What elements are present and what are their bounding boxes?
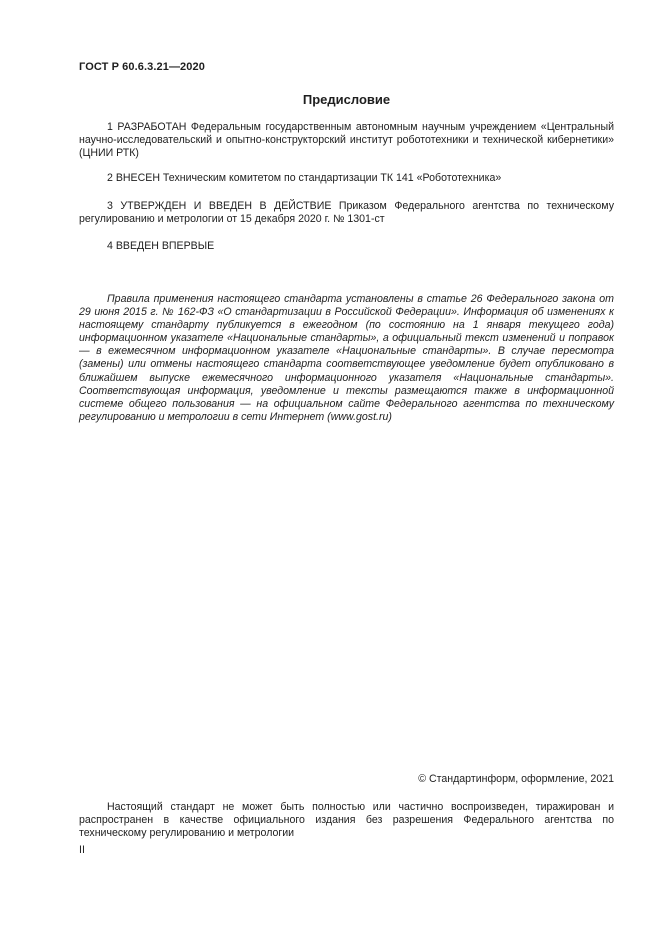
section-developed: 1 РАЗРАБОТАН Федеральным государственным автономным научным учреждением «Центральный научно-исследовательский и опытно-конструкторский институт робототехники и технической кибернетики» (ЦНИИ РТК) [79,121,614,160]
page-title: Предисловие [302,92,391,107]
copyright-notice: © Стандартинформ, оформление, 2021 [418,773,614,785]
page-number: II [79,844,85,856]
section-introduced: 2 ВНЕСЕН Техническим комитетом по стандартизации ТК 141 «Робототехника» [107,172,502,184]
application-rules-notice: Правила применения настоящего стандарта установлены в статье 26 Федерального закона от 29 июня 2015 г. № 162-ФЗ «О стандартизации в Российской Федерации». Информация об изменениях к настоящему стандарту публикуется в ежегодном (по состоянию на 1 января текущего года) информационном указателе «Национальные стандарты», а официальный текст изменений и поправок — в ежемесячном информационном указателе «Национальные стандарты». В случае пересмотра (замены) или отмены настоящего стандарта соответствующее уведомление будет опубликовано в ближайшем выпуске ежемесячного информационного указателя «Национальные стандарты». Соответствующая информация, уведомление и тексты размещаются также в информационной системе общего пользования — на официальном сайте Федерального агентства по техническому регулированию и метрологии в сети Интернет (www.gost.ru) [79,293,614,423]
reproduction-notice: Настоящий стандарт не может быть полностью или частично воспроизведен, тиражирован и распространен в качестве официального издания без разрешения Федерального агентства по техническому регулированию и метрологии [79,801,614,840]
document-header: ГОСТ Р 60.6.3.21—2020 [79,61,205,73]
section-first-introduced: 4 ВВЕДЕН ВПЕРВЫЕ [107,240,215,252]
section-approved: 3 УТВЕРЖДЕН И ВВЕДЕН В ДЕЙСТВИЕ Приказом Федерального агентства по техническому регулированию и метрологии от 15 декабря 2020 г. № 1301-ст [79,200,614,226]
